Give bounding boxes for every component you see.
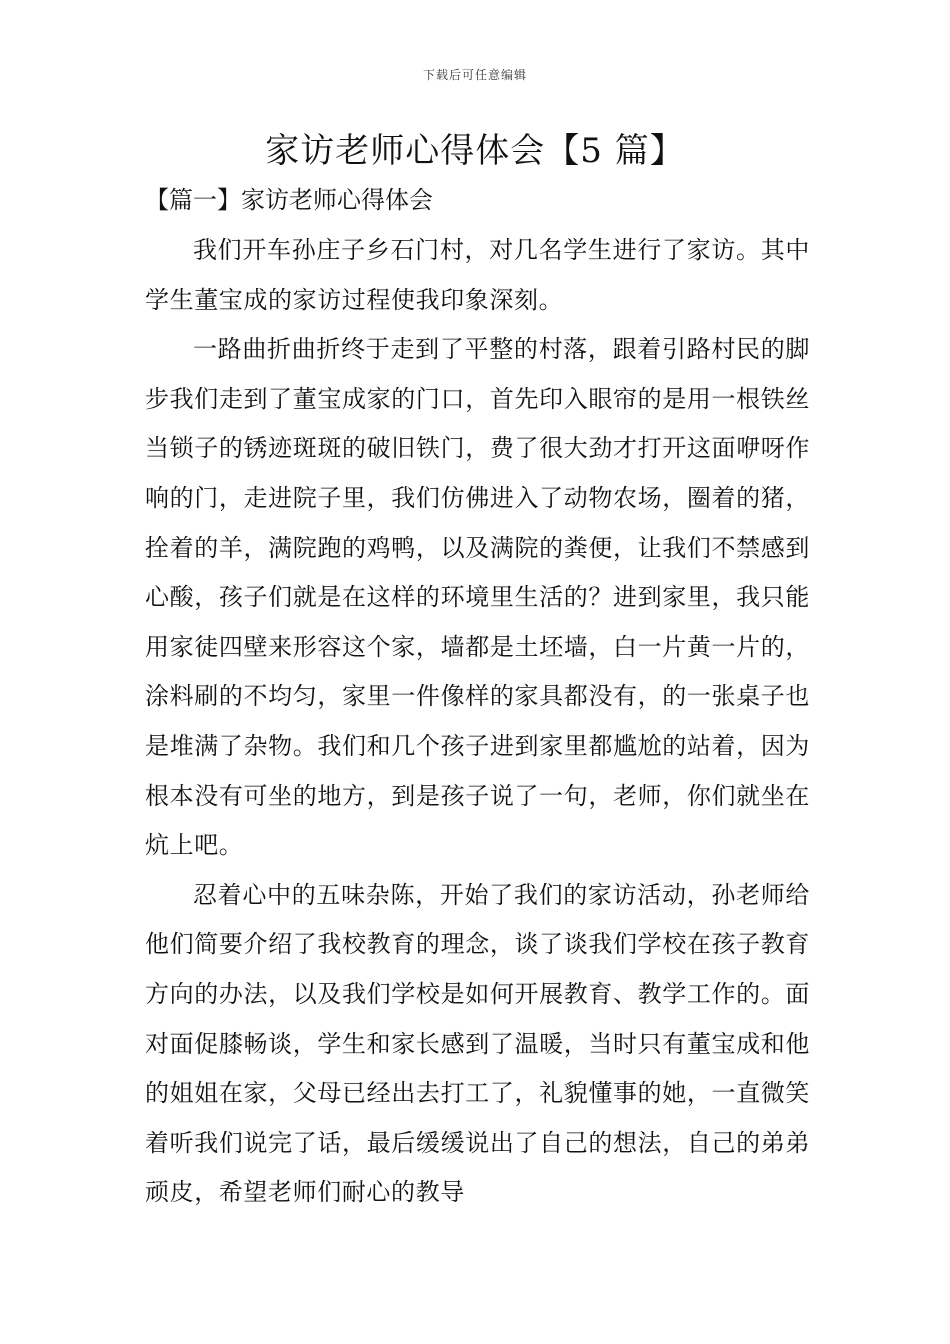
document-title: 家访老师心得体会【5 篇】	[265, 131, 685, 171]
paragraph-1: 我们开车孙庄子乡石门村，对几名学生进行了家访。其中学生董宝成的家访过程使我印象深刻。	[145, 236, 810, 314]
paragraph-3: 忍着心中的五味杂陈，开始了我们的家访活动，孙老师给他们简要介绍了我校教育的理念，谈了谈我们学校在孩子教育方向的办法，以及我们学校是如何开展教育、教学工作的。面对面促膝畅谈，学生和家长感到了温暖，当时只有董宝成和他的姐姐在家，父母已经出去打工了，礼貌懂事的她，一直微笑着听我们说完了话，最后缓缓说出了自己的想法，自己的弟弟顽皮，希望老师们耐心的教导	[145, 880, 810, 1207]
section-heading: 【篇一】家访老师心得体会	[145, 186, 433, 214]
page-header-note: 下载后可任意编辑	[422, 68, 527, 82]
document-body	[145, 226, 810, 1218]
paragraph-2: 一路曲折曲折终于走到了平整的村落，跟着引路村民的脚步我们走到了董宝成家的门口，首先印入眼帘的是用一根铁丝当锁子的锈迹斑斑的破旧铁门，费了很大劲才打开这面咿呀作响的门，走进院子里，我们仿佛进入了动物农场，圈着的猪，拴着的羊，满院跑的鸡鸭，以及满院的粪便，让我们不禁感到心酸，孩子们就是在这样的环境里生活的？进到家里，我只能用家徒四壁来形容这个家，墙都是土坯墙，白一片黄一片的，涂料刷的不均匀，家里一件像样的家具都没有，的一张桌子也是堆满了杂物。我们和几个孩子进到家里都尴尬的站着，因为根本没有可坐的地方，到是孩子说了一句，老师，你们就坐在炕上吧。	[145, 335, 810, 860]
